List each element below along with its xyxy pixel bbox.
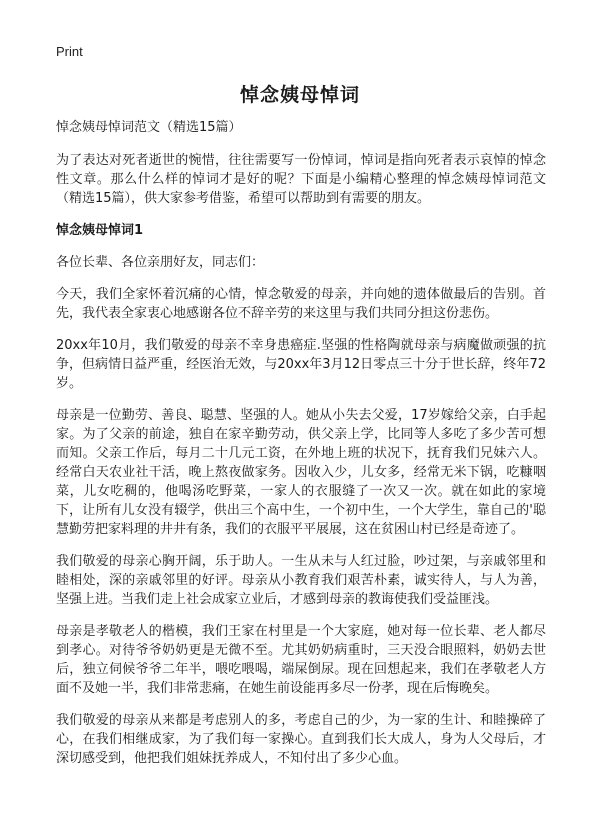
- document-subtitle: 悼念姨母悼词范文（精选15篇）: [56, 120, 242, 135]
- page-title: 悼念姨母悼词: [239, 84, 360, 106]
- paragraph-2: 20xx年10月，我们敬爱的母亲不幸身患癌症.坚强的性格陶就母亲与病魔做顽强的抗争，但病情日益严重，经医治无效，与20xx年3月12日零点三十分于世长辞，终年72岁。: [56, 338, 546, 391]
- paragraph-5: 母亲是孝敬老人的楷模，我们王家在村里是一个大家庭，她对每一位长辈、老人都尽到孝心。对待爷爷奶奶更是无微不至。尤其奶奶病重时，三天没合眼照料，奶奶去世后，独立伺候爷爷二年半，喂吃喂喝，端屎倒尿。现在回想起来，我们在孝敬老人方面不及她一半，我们非常悲痛，在她生前设能再多尽一份孝，现在后悔晚矣。: [56, 624, 546, 696]
- paragraph-3: 母亲是一位勤劳、善良、聪慧、坚强的人。她从小失去父爱，17岁嫁给父亲，白手起家。为了父亲的前途，独自在家辛勤劳动，供父亲上学，比同等人多吃了多少苦可想而知。父亲工作后，每月二十几元工资，在外地上班的状况下，抚育我们兄妹六人。经常白天农业社干活，晚上熬夜做家务。因收入少，儿女多，经常无米下锅，吃糠咽菜，儿女吃稠的，他喝汤吃野菜，一家人的衣服缝了一次又一次。就在如此的家境下，让所有儿女没有辍学，供出三个高中生，一个初中生，一个大学生，靠自己的'聪慧勤劳把家料理的井井有条，我们的衣服平平展展，这在贫困山村已经是奇迹了。: [56, 408, 546, 537]
- paragraph-6: 我们敬爱的母亲从来都是考虑别人的多，考虑自己的少，为一家的生计、和睦操碎了心，在我们相继成家，为了我们每一家操心。直到我们长大成人，身为人父母后，才深切感受到，他把我们姐妹抚养成人，不知付出了多少心血。: [56, 713, 546, 766]
- paragraph-greeting: 各位长辈、各位亲朋好友，同志们：: [56, 255, 265, 270]
- section-heading: 悼念姨母悼词1: [56, 223, 144, 238]
- paragraph-4: 我们敬爱的母亲心胸开阔，乐于助人。一生从未与人红过脸，吵过架，与亲戚邻里和睦相处，深的亲戚邻里的好评。母亲从小教育我们艰苦朴素，诚实待人，与人为善，坚强上进。当我们走上社会成家立业后，才感到母亲的教诲使我们受益匪浅。: [56, 554, 546, 607]
- intro-paragraph: 为了表达对死者逝世的惋惜，往往需要写一份悼词，悼词是指向死者表示哀悼的悼念性文章。那么什么样的悼词才是好的呢？下面是小编精心整理的悼念姨母悼词范文（精选15篇），供大家参考借鉴，希望可以帮助到有需要的朋友。: [56, 153, 546, 206]
- print-link[interactable]: Print: [56, 44, 83, 59]
- paragraph-1: 今天，我们全家怀着沉痛的心情，悼念敬爱的母亲，并向她的遗体做最后的告别。首先，我代表全家衷心地感谢各位不辞辛劳的来这里与我们共同分担这份悲伤。: [56, 287, 546, 321]
- document-body: [56, 118, 546, 781]
